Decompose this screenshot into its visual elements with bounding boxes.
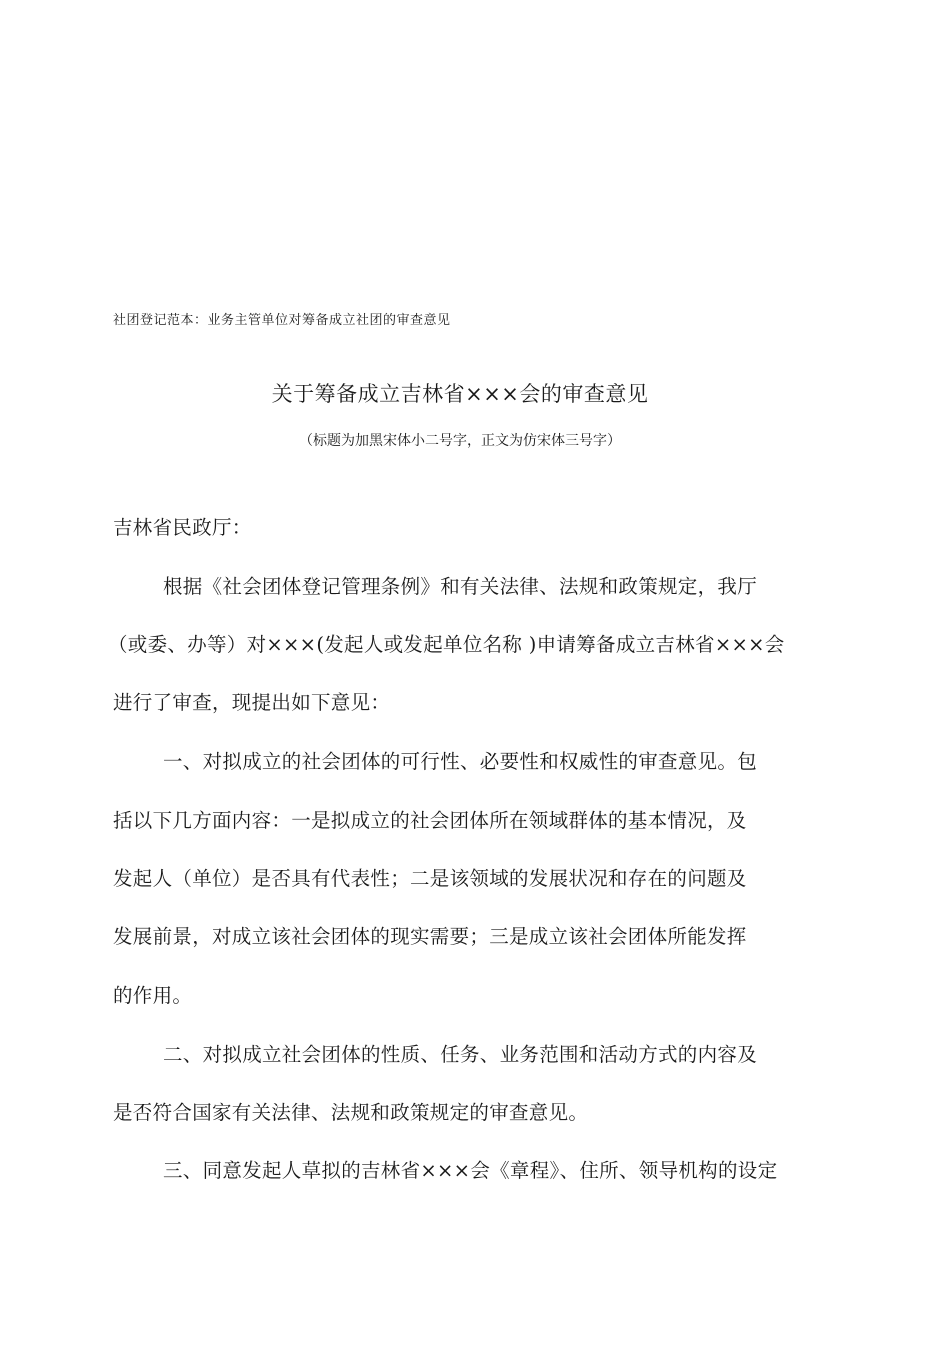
paragraph-line: 三、同意发起人草拟的吉林省×××会《章程》、住所、领导机构的设定 [163, 1159, 778, 1182]
paragraph-line: （或委、办等）对×××(发起人或发起单位名称 )申请筹备成立吉林省×××会 [108, 633, 785, 656]
paragraph-line: 括以下几方面内容：一是拟成立的社会团体所在领域群体的基本情况，及 [113, 809, 747, 832]
format-note: （标题为加黑宋体小二号字，正文为仿宋体三号字） [299, 433, 621, 449]
paragraph-line: 根据《社会团体登记管理条例》和有关法律、法规和政策规定，我厅 [163, 575, 758, 598]
paragraph-line: 进行了审查，现提出如下意见： [113, 691, 391, 714]
header-note: 社团登记范本：业务主管单位对筹备成立社团的审查意见 [113, 313, 451, 328]
paragraph-line: 二、对拟成立社会团体的性质、任务、业务范围和活动方式的内容及 [163, 1043, 758, 1066]
salutation: 吉林省民政厅： [113, 516, 252, 539]
paragraph-line: 一、对拟成立的社会团体的可行性、必要性和权威性的审查意见。包 [163, 750, 758, 773]
paragraph-line: 发起人（单位）是否具有代表性；二是该领域的发展状况和存在的问题及 [113, 867, 747, 890]
paragraph-line: 的作用。 [113, 984, 193, 1007]
document-title: 关于筹备成立吉林省×××会的审查意见 [271, 382, 649, 406]
paragraph-line: 发展前景，对成立该社会团体的现实需要；三是成立该社会团体所能发挥 [113, 925, 747, 948]
paragraph-line: 是否符合国家有关法律、法规和政策规定的审查意见。 [113, 1101, 589, 1124]
